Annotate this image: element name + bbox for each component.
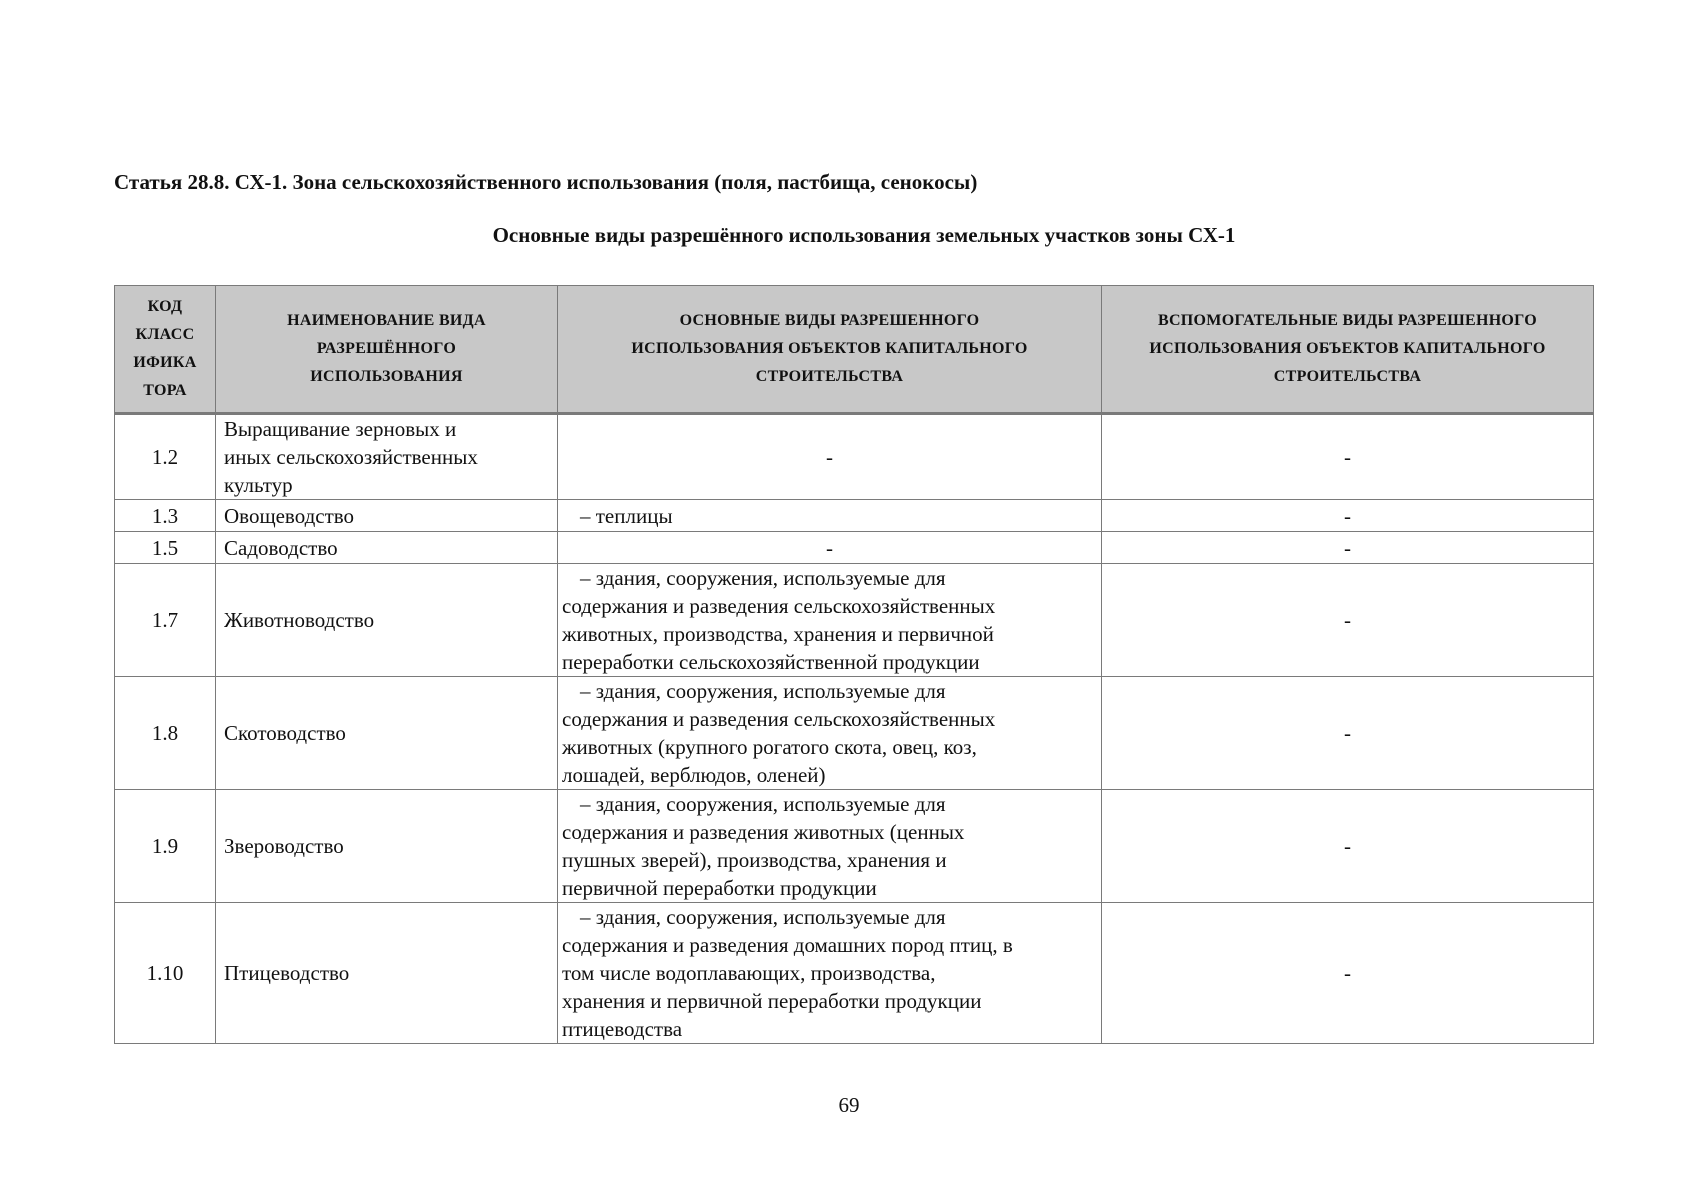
table-row: [115, 564, 1594, 677]
cell-text-line: ИСПОЛЬЗОВАНИЯ ОБЪЕКТОВ КАПИТАЛЬНОГО: [1149, 340, 1546, 357]
cell-text-line: ИСПОЛЬЗОВАНИЯ ОБЪЕКТОВ КАПИТАЛЬНОГО: [631, 340, 1028, 357]
cell-text-line: ИФИКА: [133, 354, 197, 371]
cell-text-line: – здания, сооружения, используемые для: [580, 566, 946, 590]
cell-text-line: – теплицы: [580, 503, 673, 528]
row-basic-uses: [558, 500, 1102, 532]
cell-text-line: Скотоводство: [224, 721, 346, 745]
row-auxiliary-uses: -: [1102, 564, 1594, 677]
row-basic-uses: -: [558, 532, 1102, 564]
cell-text-line: – здания, сооружения, используемые для: [580, 792, 946, 816]
row-auxiliary-uses: -: [1102, 903, 1594, 1044]
row-basic-uses: [558, 903, 1102, 1044]
cell-text-line: НАИМЕНОВАНИЕ ВИДА: [287, 312, 486, 329]
table-row: [115, 903, 1594, 1044]
cell-text-line: РАЗРЕШЁННОГО: [316, 340, 457, 357]
table-row: [115, 532, 1594, 564]
cell-text-line: иных сельскохозяйственных: [224, 445, 478, 469]
cell-text-line: Выращивание зерновых и: [224, 417, 457, 441]
cell-text-line: Животноводство: [224, 608, 375, 632]
row-code: 1.8: [115, 677, 216, 790]
cell-text-line: – здания, сооружения, используемые для: [580, 679, 946, 703]
table-row: [115, 500, 1594, 532]
table-row: [115, 677, 1594, 790]
header-basic-uses: [558, 286, 1102, 414]
row-code: 1.10: [115, 903, 216, 1044]
row-name: [216, 677, 558, 790]
article-title: Статья 28.8. СХ-1. Зона сельскохозяйственного использования (поля, пастбища, сенокосы): [114, 170, 978, 194]
cell-text-line: – здания, сооружения, используемые для: [580, 905, 946, 929]
row-name: [216, 414, 558, 500]
row-code: 1.2: [115, 414, 216, 500]
cell-text-line: том числе водоплавающих, производства,: [562, 961, 936, 985]
cell-text-line: содержания и разведения сельскохозяйственных: [562, 594, 996, 618]
cell-text-line: переработки сельскохозяйственной продукции: [562, 650, 980, 674]
cell-text-line: ТОРА: [143, 382, 187, 399]
row-basic-uses: [558, 564, 1102, 677]
row-name: [216, 790, 558, 903]
row-auxiliary-uses: -: [1102, 790, 1594, 903]
row-code: 1.5: [115, 532, 216, 564]
cell-text-line: СТРОИТЕЛЬСТВА: [755, 368, 904, 385]
row-code: 1.7: [115, 564, 216, 677]
cell-text-line: хранения и первичной переработки продукции: [562, 989, 982, 1013]
cell-text-line: КОД: [147, 298, 183, 315]
page-number: 69: [838, 1093, 860, 1117]
cell-text-line: лошадей, верблюдов, оленей): [562, 763, 826, 787]
row-name: [216, 532, 558, 564]
cell-text-line: пушных зверей), производства, хранения и: [562, 848, 947, 872]
land-use-table: [114, 285, 1594, 1044]
table-row: [115, 790, 1594, 903]
cell-text-line: КЛАСС: [135, 326, 195, 343]
cell-text-line: содержания и разведения сельскохозяйственных: [562, 707, 996, 731]
cell-text-line: Овощеводство: [224, 503, 355, 528]
header-code: [115, 286, 216, 414]
table-caption: Основные виды разрешённого использования земельных участков зоны СХ-1: [492, 223, 1236, 247]
row-basic-uses: [558, 790, 1102, 903]
cell-text-line: птицеводства: [562, 1017, 683, 1041]
cell-text-line: содержания и разведения домашних пород птиц, в: [562, 933, 1013, 957]
row-basic-uses: [558, 677, 1102, 790]
row-name: [216, 500, 558, 532]
row-auxiliary-uses: -: [1102, 500, 1594, 532]
row-code: 1.9: [115, 790, 216, 903]
cell-text-line: СТРОИТЕЛЬСТВА: [1273, 368, 1422, 385]
table-row: [115, 414, 1594, 500]
cell-text-line: Звероводство: [224, 834, 344, 858]
cell-text-line: ВСПОМОГАТЕЛЬНЫЕ ВИДЫ РАЗРЕШЕННОГО: [1157, 312, 1538, 329]
cell-text-line: ИСПОЛЬЗОВАНИЯ: [310, 368, 463, 385]
row-name: [216, 903, 558, 1044]
header-auxiliary-uses: [1102, 286, 1594, 414]
cell-text-line: первичной переработки продукции: [562, 876, 877, 900]
row-auxiliary-uses: -: [1102, 677, 1594, 790]
table-header-row: [115, 286, 1594, 414]
cell-text-line: ОСНОВНЫЕ ВИДЫ РАЗРЕШЕННОГО: [679, 312, 980, 329]
row-code: 1.3: [115, 500, 216, 532]
cell-text-line: животных, производства, хранения и первичной: [562, 622, 994, 646]
cell-text-line: Садоводство: [224, 535, 338, 560]
cell-text-line: культур: [224, 473, 293, 497]
row-basic-uses: -: [558, 414, 1102, 500]
row-auxiliary-uses: -: [1102, 414, 1594, 500]
cell-text-line: содержания и разведения животных (ценных: [562, 820, 965, 844]
row-auxiliary-uses: -: [1102, 532, 1594, 564]
cell-text-line: животных (крупного рогатого скота, овец, коз,: [562, 735, 977, 759]
row-name: [216, 564, 558, 677]
cell-text-line: Птицеводство: [224, 961, 350, 985]
header-name: [216, 286, 558, 414]
